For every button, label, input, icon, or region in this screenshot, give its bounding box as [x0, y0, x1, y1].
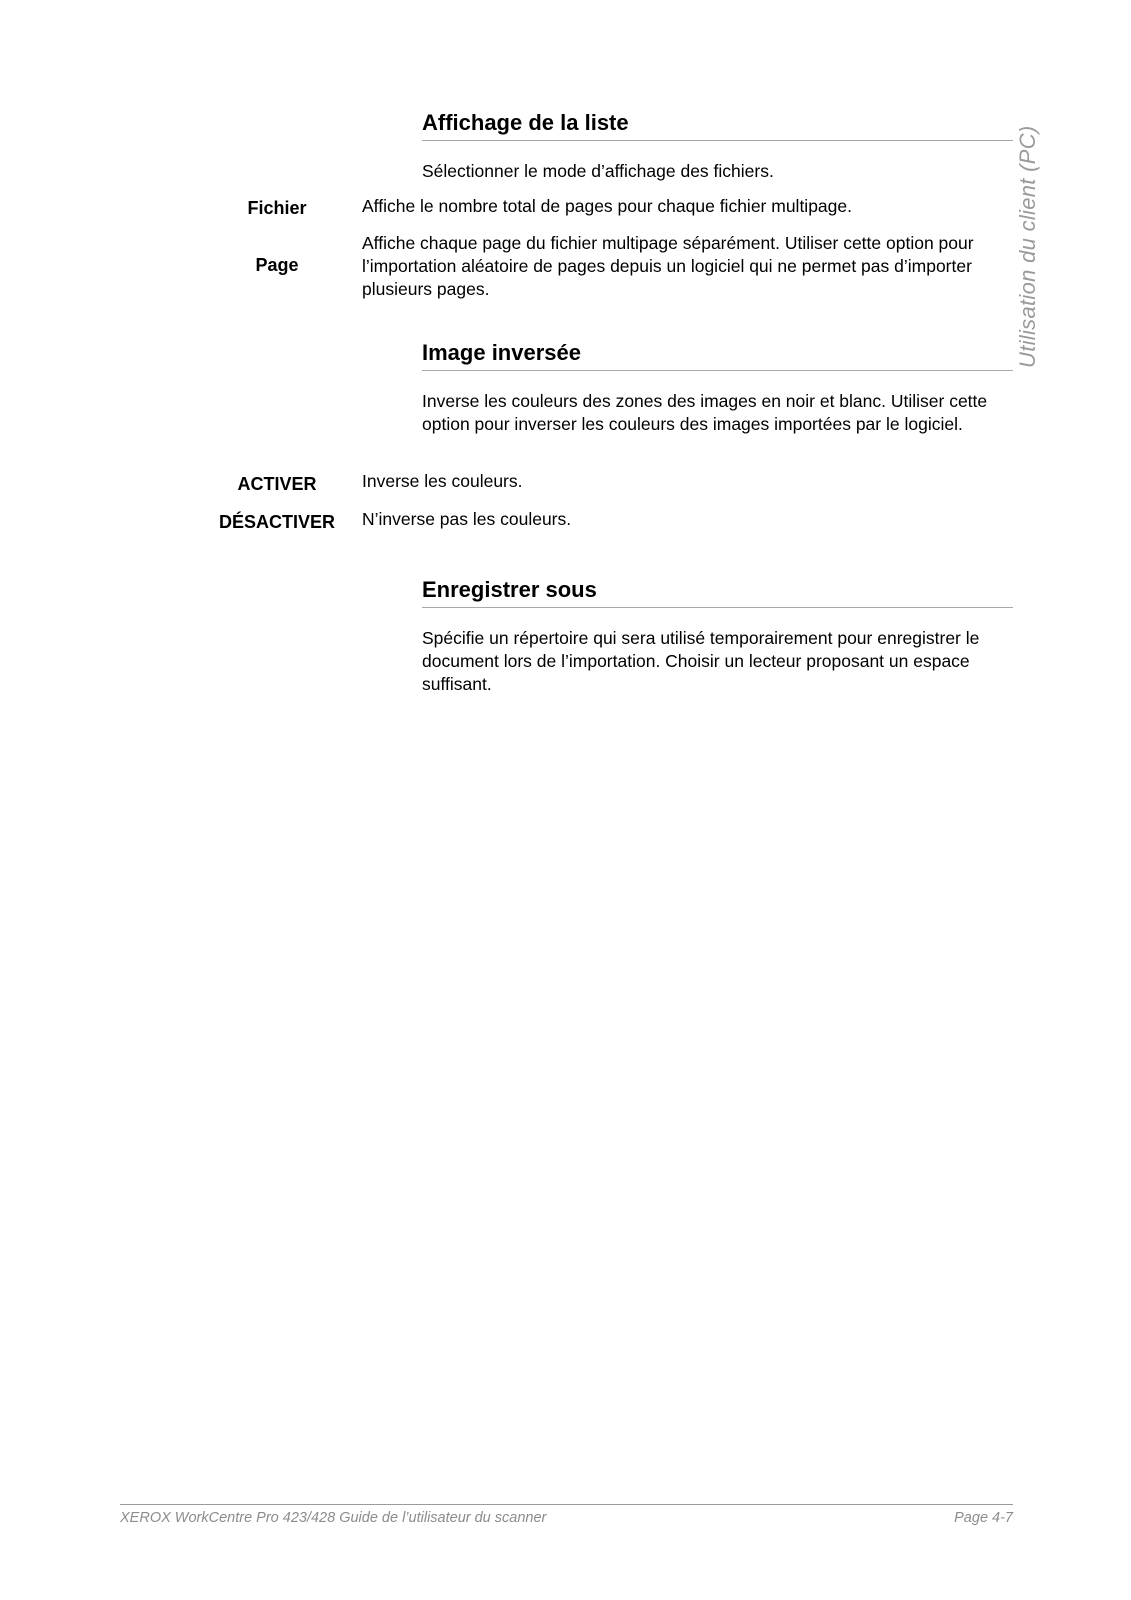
side-section-title: Utilisation du client (PC)	[1015, 125, 1040, 368]
term-activer: ACTIVER	[237, 474, 317, 494]
desc-page: Affiche chaque page du fichier multipage séparément. Utiliser cette option pour l’importation aléatoire de pages depuis un logiciel qui ne permet pas d’importer plusieurs pages.	[362, 233, 974, 299]
heading-enregistrer-sous: Enregistrer sous	[422, 577, 1013, 608]
term-desactiver: DÉSACTIVER	[218, 512, 335, 532]
footer-page-number: Page 4-7	[954, 1510, 1013, 1526]
heading-affichage-liste: Affichage de la liste	[422, 110, 1013, 141]
desc-activer: Inverse les couleurs.	[362, 471, 523, 491]
affichage-liste-intro: Sélectionner le mode d’affichage des fichiers.	[422, 161, 774, 181]
desc-desactiver: N’inverse pas les couleurs.	[362, 509, 572, 529]
term-fichier: Fichier	[247, 198, 307, 218]
heading-image-inversee: Image inversée	[422, 340, 1013, 371]
enregistrer-sous-intro: Spécifie un répertoire qui sera utilisé temporairement pour enregistrer le document lors de l’importation. Choisir un lecteur proposant un espace suffisant.	[422, 628, 980, 694]
footer-document-title: XEROX WorkCentre Pro 423/428 Guide de l’utilisateur du scanner	[120, 1510, 547, 1526]
footer-divider	[120, 1504, 1013, 1505]
image-inversee-intro: Inverse les couleurs des zones des images en noir et blanc. Utiliser cette option pour inverser les couleurs des images importées par le logiciel.	[422, 391, 988, 434]
term-page: Page	[255, 255, 299, 275]
desc-fichier: Affiche le nombre total de pages pour chaque fichier multipage.	[362, 196, 852, 216]
